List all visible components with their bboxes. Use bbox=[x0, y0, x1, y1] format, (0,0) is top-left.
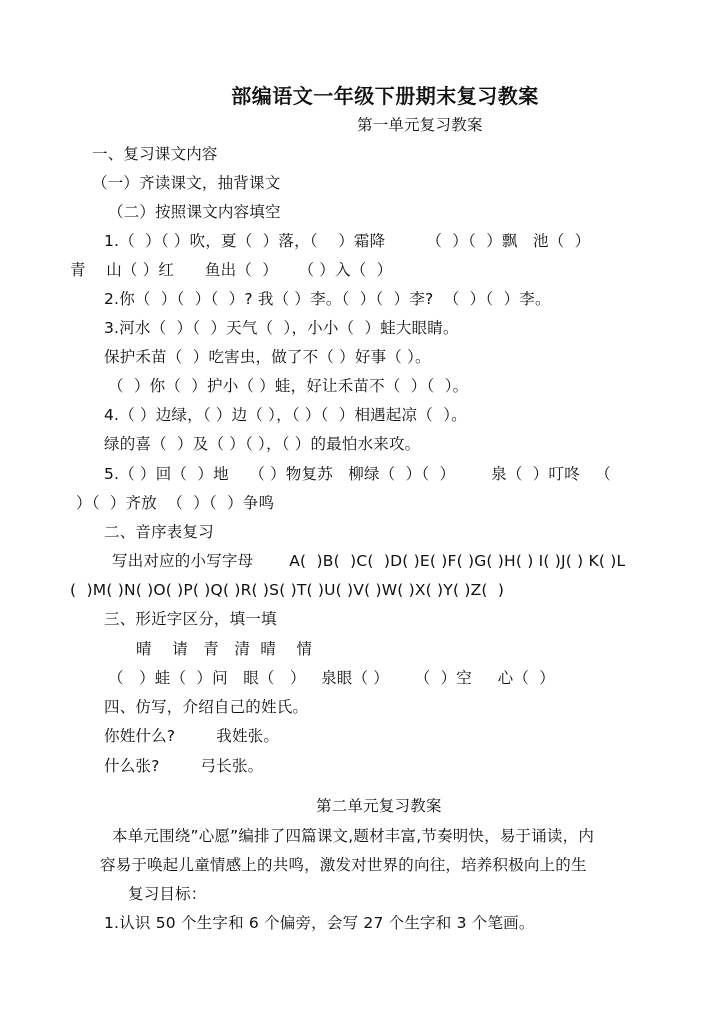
example-2: 什么张? 弓长张。 bbox=[104, 757, 264, 775]
section-1b: （二）按照课文内容填空 bbox=[108, 203, 281, 221]
q4-line1: 4.（ ）边绿，（ ）边（ ），（ ）（ ）相遇起凉（ ）。 bbox=[104, 406, 467, 424]
doc-title: 部编语文一年级下册期末复习教案 bbox=[231, 84, 539, 108]
q5-line1: 5.（ ）回（ ）地 （ ）物复苏 柳绿（ ）（ ） 泉（ ）叮咚 （ bbox=[104, 465, 611, 483]
goal-1: 1.认识 50 个生字和 6 个偏旁，会写 27 个生字和 3 个笔画。 bbox=[104, 914, 535, 932]
section-1-heading: 一、复习课文内容 bbox=[92, 145, 218, 163]
section-1a: （一）齐读课文，抽背课文 bbox=[92, 174, 281, 192]
q3-line2: 保护禾苗（ ）吃害虫，做了不（ ）好事（ ）。 bbox=[104, 348, 431, 366]
section-2-heading: 二、音序表复习 bbox=[104, 523, 214, 541]
alphabet-line1: 写出对应的小写字母 A( )B( )C( )D( )E( )F( )G( )H( ) I( )J( ) K( )L bbox=[112, 552, 626, 570]
similar-chars-fill: （ ）蛙（ ）问 眼（ ） 泉眼（ ） （ ）空 心（ ） bbox=[108, 669, 555, 687]
unit2-para-line1: 本单元围绕”心愿”编排了四篇课文,题材丰富,节奏明快，易于诵读，内 bbox=[112, 827, 595, 845]
section-4-heading: 四、仿写，介绍自己的姓氏。 bbox=[104, 698, 309, 716]
q3-line3: （ ）你（ ）护小（ ）蛙，好让禾苗不（ ）（ ）。 bbox=[108, 377, 469, 395]
unit1-heading: 第一单元复习教案 bbox=[357, 116, 483, 134]
q3-line1: 3.河水（ ）（ ）天气（ ），小小（ ）蛙大眼睛。 bbox=[104, 319, 459, 337]
unit2-heading: 第二单元复习教案 bbox=[316, 797, 442, 815]
goals-label: 复习目标： bbox=[128, 885, 207, 903]
q5-line2: ）（ ）齐放 （ ）（ ）争鸣 bbox=[76, 494, 275, 512]
similar-chars: 晴 请 青 清 晴 情 bbox=[136, 640, 313, 658]
q2-line: 2.你（ ）（ ）（ ）? 我（ ）李。（ ）（ ）李? （ ）（ ）李。 bbox=[104, 290, 551, 308]
unit2-para-line2: 容易于唤起儿童情感上的共鸣，激发对世界的向往，培养积极向上的生 bbox=[100, 856, 587, 874]
alphabet-line2: ( )M( )N( )O( )P( )Q( )R( )S( )T( )U( )V( )W( )X( )Y( )Z( ) bbox=[70, 581, 505, 599]
example-1: 你姓什么? 我姓张。 bbox=[104, 727, 280, 745]
q4-line2: 绿的喜（ ）及（ ）（ ），（ ）的最怕水来攻。 bbox=[104, 435, 421, 453]
q1-line2: 青 山（ ）红 鱼出（ ） （ ）入（ ） bbox=[70, 261, 393, 279]
section-3-heading: 三、形近字区分，填一填 bbox=[104, 610, 277, 628]
q1-line1: 1.（ ）（ ）吹，夏（ ）落，（ ）霜降 （ ）（ ）飘 池（ ） bbox=[104, 232, 591, 250]
